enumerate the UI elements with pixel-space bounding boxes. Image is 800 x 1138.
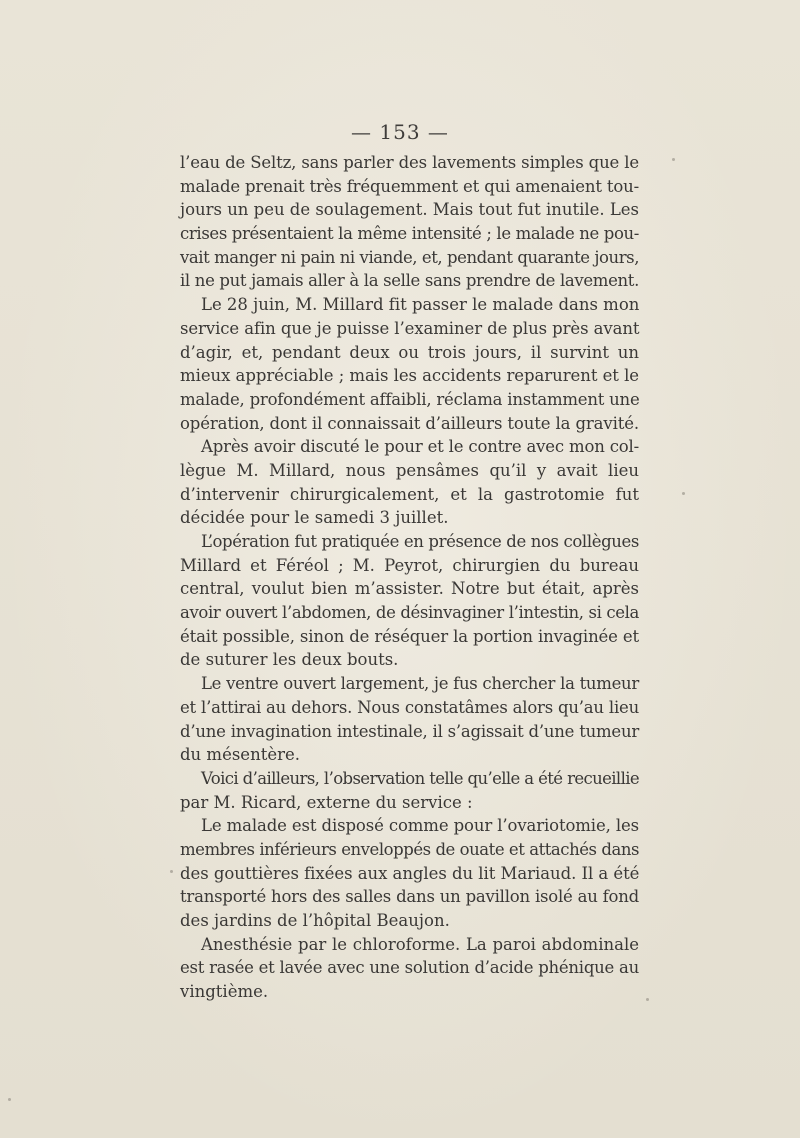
text-line: était possible, sinon de réséquer la portion invaginée et: [180, 626, 640, 646]
text-line: Le 28 juin, M. Millard fit passer le malade dans mon: [201, 295, 640, 315]
text-line: d’intervenir chirurgicalement, et la gastrotomie fut: [180, 484, 639, 504]
text-line: vait manger ni pain ni viande, et, pendant quarante jours,: [180, 247, 640, 267]
text-line: l’eau de Seltz, sans parler des lavements simples que le: [180, 153, 639, 172]
paper-speck: [646, 998, 649, 1001]
paper-speck: [672, 158, 675, 161]
text-line: service afin que je puisse l’examiner de plus près avant: [180, 318, 640, 338]
page-number: — 153 —: [351, 120, 449, 144]
text-line: opération, dont il connaissait d’ailleurs toute la gravité.: [180, 413, 639, 433]
text-line: de suturer les deux bouts.: [180, 650, 399, 670]
text-line: vingtième.: [180, 982, 269, 1002]
text-line: membres inférieurs enveloppés de ouate et attachés dans: [180, 839, 639, 859]
paper-speck: [8, 1098, 11, 1101]
text-line: des gouttières fixées aux angles du lit Mariaud. Il a été: [180, 863, 640, 883]
text-line: par M. Ricard, externe du service :: [180, 792, 473, 812]
text-line: lègue M. Millard, nous pensâmes qu’il y avait lieu: [180, 460, 639, 480]
text-line: malade, profondément affaibli, réclama instamment une: [180, 389, 640, 409]
text-line: transporté hors des salles dans un pavillon isolé au fond: [180, 887, 639, 907]
text-line: il ne put jamais aller à la selle sans prendre de lavement.: [180, 271, 639, 291]
text-line: central, voulut bien m’assister. Notre but était, après: [180, 579, 639, 599]
text-line: mieux appréciable ; mais les accidents reparurent et le: [180, 366, 639, 386]
text-line: du mésentère.: [180, 745, 300, 765]
paper-speck: [682, 492, 685, 495]
text-line: Le malade est disposé comme pour l’ovariotomie, les: [201, 816, 639, 836]
text-line: L’opération fut pratiquée en présence de nos collègues: [201, 532, 640, 551]
paper-speck: [170, 870, 173, 873]
text-line: malade prenait très fréquemment et qui amenaient tou-: [180, 176, 640, 196]
text-line: des jardins de l’hôpital Beaujon.: [180, 911, 450, 930]
text-line: Voici d’ailleurs, l’observation telle qu’elle a été recueillie: [201, 768, 640, 788]
text-line: avoir ouvert l’abdomen, de désinvaginer l’intestin, si cela: [180, 603, 640, 623]
text-line: Anesthésie par le chloroforme. La paroi abdominale: [201, 934, 639, 954]
text-line: décidée pour le samedi 3 juillet.: [180, 508, 449, 528]
text-line: Le ventre ouvert largement, je fus chercher la tumeur: [201, 674, 639, 694]
text-line: crises présentaient la même intensité ; le malade ne pou-: [180, 224, 640, 244]
text-line: Après avoir discuté le pour et le contre avec mon col-: [201, 437, 639, 457]
body-text: [180, 151, 639, 1004]
text-line: d’agir, et, pendant deux ou trois jours, il survint un: [180, 342, 639, 362]
text-line: jours un peu de soulagement. Mais tout fut inutile. Les: [180, 200, 640, 220]
text-line: Millard et Féréol ; M. Peyrot, chirurgien du bureau: [180, 555, 639, 575]
text-line: d’une invagination intestinale, il s’agissait d’une tumeur: [180, 721, 640, 741]
text-line: et l’attirai au dehors. Nous constatâmes alors qu’au lieu: [180, 697, 639, 717]
text-line: est rasée et lavée avec une solution d’acide phénique au: [180, 958, 639, 978]
